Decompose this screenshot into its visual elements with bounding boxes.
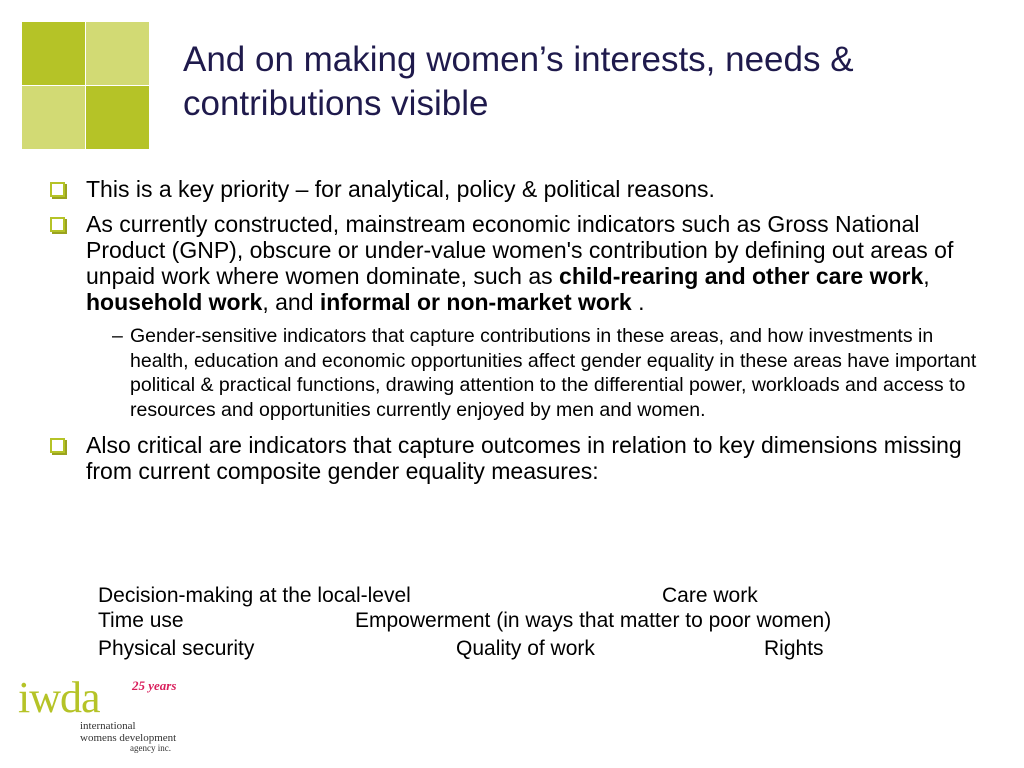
bold-phrase: household work: [86, 289, 263, 315]
sub-bullet-item: [48, 324, 993, 422]
logo-wordmark: iwda: [18, 673, 100, 722]
logo-anniversary: 25 years: [132, 678, 177, 693]
checkbox-bullet-icon: [50, 438, 65, 453]
bullet-text: .: [631, 289, 645, 315]
indicator-label: Rights: [764, 637, 824, 660]
indicator-label: Physical security: [98, 637, 255, 660]
tile-dark-top-left: [22, 22, 85, 85]
indicator-label: Care work: [662, 584, 758, 607]
decorative-tiles: [22, 22, 149, 149]
indicator-label: Empowerment (in ways that matter to poor women): [355, 609, 832, 632]
tile-dark-bottom-right: [86, 86, 149, 149]
logo-line: international: [80, 720, 136, 732]
checkbox-bullet-icon: [50, 217, 65, 232]
logo-line: womens development: [80, 732, 177, 744]
iwda-logo: [18, 673, 198, 756]
checkbox-bullet-icon: [50, 182, 65, 197]
bullet-item: [48, 211, 993, 315]
indicator-label: Time use: [98, 609, 184, 632]
bullet-text: Also critical are indicators that capture outcomes in relation to key dimensions missing from current composite gender equality measures:: [86, 432, 962, 484]
tile-light-top-right: [86, 22, 149, 85]
tile-light-bottom-left: [22, 86, 85, 149]
logo-line: agency inc.: [130, 743, 171, 753]
bullet-list: [48, 176, 993, 493]
indicator-label: Decision-making at the local-level: [98, 584, 411, 607]
bullet-text: , and: [262, 289, 320, 315]
bold-phrase: informal or non-market work: [319, 289, 632, 315]
bullet-text: As currently constructed, mainstream economic indicators such as Gross National Product (GNP), obscure or under-value women's contribution by defining out areas of unpaid work where women dominate, such as: [86, 211, 954, 289]
sub-bullet-text: Gender-sensitive indicators that capture contributions in these areas, and how investments in health, education and economic opportunities affect gender equality in these areas have important political & practical functions, drawing attention to the differential power, workloads and access to resources and opportunities currently enjoyed by men and women.: [130, 325, 977, 421]
bullet-text: ,: [923, 263, 930, 289]
slide-title: And on making women’s interests, needs & contributions visible: [183, 40, 854, 123]
bold-phrase: child-rearing and other care work: [559, 263, 924, 289]
indicator-label: Quality of work: [456, 637, 595, 660]
dash-bullet: –: [112, 325, 123, 347]
bullet-text: This is a key priority – for analytical, policy & political reasons.: [86, 176, 715, 202]
bullet-item: [48, 176, 993, 202]
bullet-item: [48, 432, 993, 484]
